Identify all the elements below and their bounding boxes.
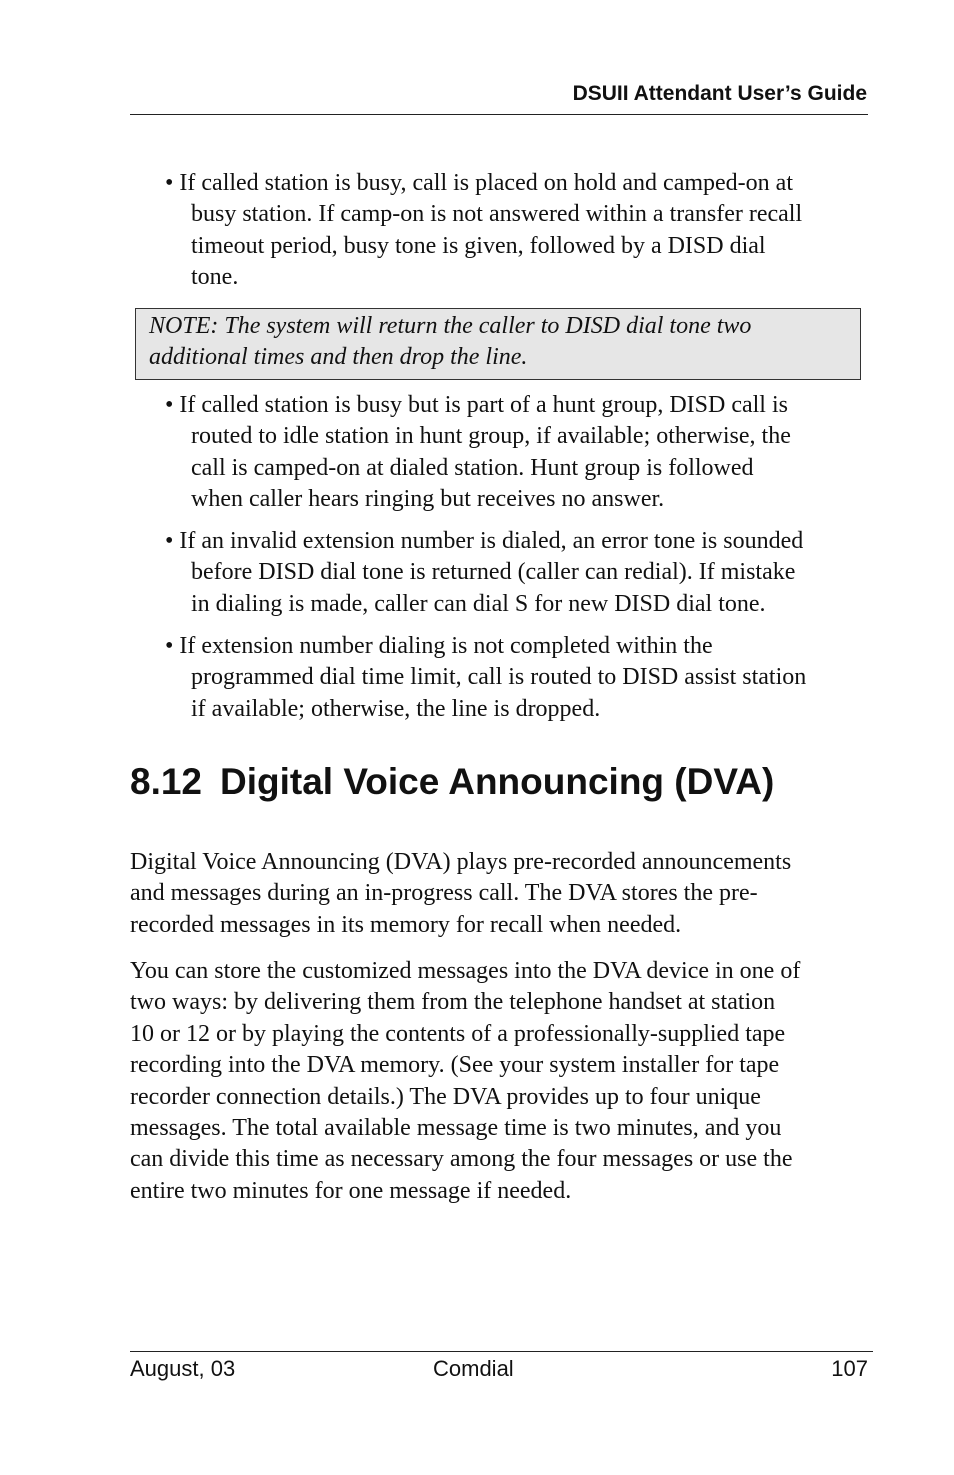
paragraph-line: messages. The total available message time is two minutes, and you xyxy=(130,1115,782,1142)
page-number: 107 xyxy=(831,1356,868,1381)
bullet-line: • If an invalid extension number is dialed, an error tone is sounded xyxy=(165,528,804,554)
paragraph-line: recorder connection details.) The DVA provides up to four unique xyxy=(130,1083,761,1110)
paragraph-dva-intro xyxy=(130,847,870,941)
note-line: NOTE: The system will return the caller to DISD dial tone two xyxy=(149,313,752,339)
bullet-line: tone. xyxy=(191,264,239,291)
bullet-line: • If called station is busy, call is placed on hold and camped-on at xyxy=(165,170,793,196)
section-number: 8.12 xyxy=(130,761,203,802)
bullet-item-hunt-group xyxy=(165,390,865,516)
paragraph-line: entire two minutes for one message if needed. xyxy=(130,1177,572,1204)
paragraph-line: and messages during an in-progress call. The DVA stores the pre- xyxy=(130,880,758,907)
footer-date: August, 03 xyxy=(130,1356,236,1381)
bullet-line: in dialing is made, caller can dial S for new DISD dial tone. xyxy=(191,590,766,617)
paragraph-line: recording into the DVA memory. (See your system installer for tape xyxy=(130,1052,780,1079)
bullet-item-invalid-extension xyxy=(165,526,865,620)
section-heading xyxy=(130,757,774,807)
bullet-line: when caller hears ringing but receives no answer. xyxy=(191,486,665,513)
running-header: DSUII Attendant User’s Guide xyxy=(572,82,867,105)
bullet-line: • If extension number dialing is not completed within the xyxy=(165,633,713,659)
paragraph-line: Digital Voice Announcing (DVA) plays pre-recorded announcements xyxy=(130,849,792,875)
paragraph-line: 10 or 12 or by playing the contents of a professionally-supplied tape xyxy=(130,1020,786,1047)
note-line: additional times and then drop the line. xyxy=(149,344,528,371)
bullet-line: timeout period, busy tone is given, followed by a DISD dial xyxy=(191,232,766,259)
header-rule xyxy=(130,114,868,115)
bullet-line: before DISD dial tone is returned (caller can redial). If mistake xyxy=(191,559,796,586)
bullet-item-dial-time-limit xyxy=(165,631,865,725)
bullet-line: call is camped-on at dialed station. Hunt group is followed xyxy=(191,454,754,481)
bullet-line: routed to idle station in hunt group, if available; otherwise, the xyxy=(191,423,791,450)
bullet-line: if available; otherwise, the line is dropped. xyxy=(191,695,601,722)
bullet-line: programmed dial time limit, call is routed to DISD assist station xyxy=(191,664,807,691)
paragraph-line: can divide this time as necessary among the four messages or use the xyxy=(130,1146,793,1173)
bullet-line: busy station. If camp-on is not answered within a transfer recall xyxy=(191,201,803,228)
paragraph-line: You can store the customized messages into the DVA device in one of xyxy=(130,958,801,984)
note-box xyxy=(135,308,861,380)
footer-company: Comdial xyxy=(433,1356,514,1381)
paragraph-dva-storage xyxy=(130,956,870,1207)
footer-rule xyxy=(130,1351,873,1352)
section-title: Digital Voice Announcing (DVA) xyxy=(220,761,775,802)
bullet-line: • If called station is busy but is part of a hunt group, DISD call is xyxy=(165,392,788,418)
paragraph-line: recorded messages in its memory for recall when needed. xyxy=(130,911,682,938)
paragraph-line: two ways: by delivering them from the telephone handset at station xyxy=(130,989,776,1016)
bullet-item-busy-station xyxy=(165,168,865,294)
